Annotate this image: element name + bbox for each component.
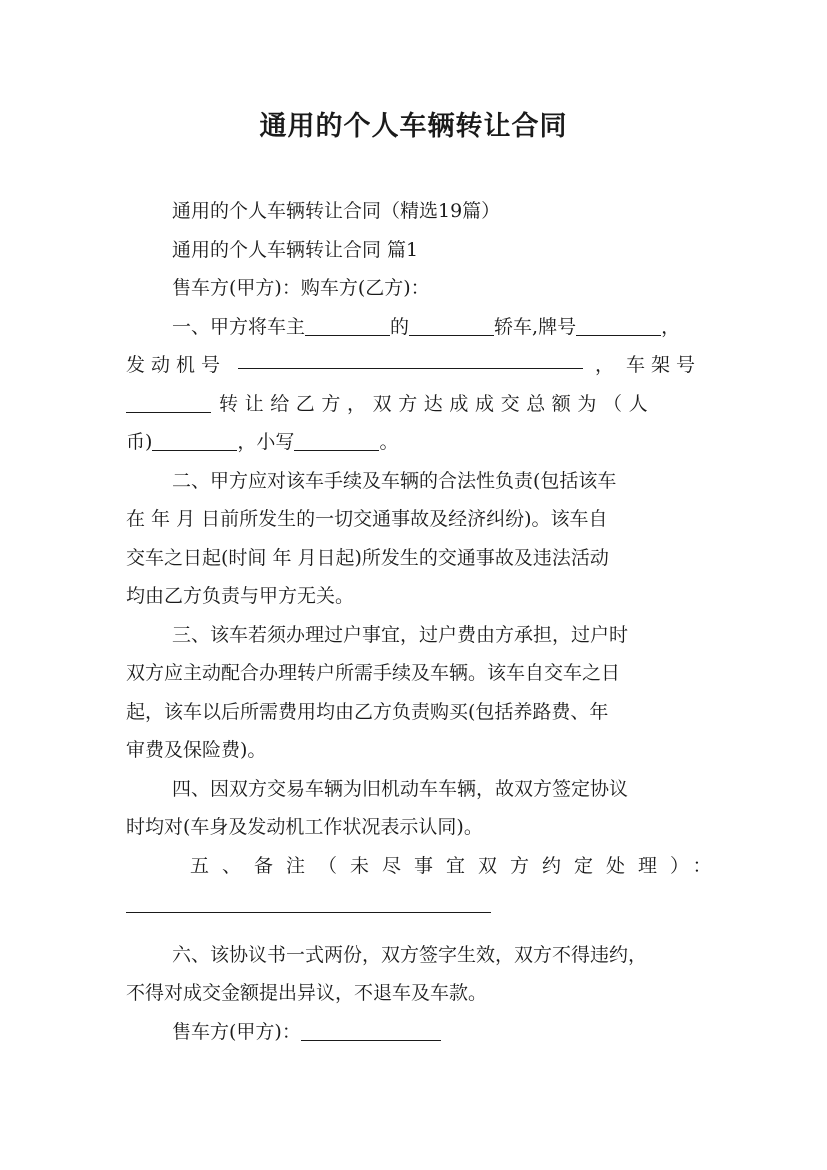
clause-1-line-3 [126,385,701,424]
clause-3-line-2: 双方应主动配合办理转户所需手续及车辆。该车自交车之日 [126,662,621,684]
clause-6-line-2: 不得对成交金额提出异议，不退车及车款。 [126,982,488,1004]
remarks-blank [126,890,491,913]
clause-1-text-b: 的 [390,315,410,338]
owner-blank [305,313,390,336]
clause-1-line-2 [126,346,701,385]
clause-1-line-4 [126,423,701,462]
small-label: ，小写 [237,431,295,453]
clause-3-line-4: 审费及保险费)。 [126,739,267,761]
clause-3-line-3: 起，该车以后所需费用均由乙方负责购买(包括养路费、年 [126,700,609,723]
seller-signature-line [126,1013,701,1052]
engine-number-blank [238,346,583,369]
rmb-label: 币) [126,431,153,453]
seller-signature-blank [301,1018,441,1041]
clause-2-line-4: 均由乙方负责与甲方无关。 [126,585,355,607]
amount-small-blank [294,428,379,451]
clause-3-line-1: 三、该车若须办理过户事宜，过户费由方承担，过户时 [172,623,629,646]
frame-number-blank [126,390,211,413]
clause-1-line-1 [126,308,701,347]
clause-2-line-3: 交车之日起(时间 年 月日起)所发生的交通事故及违法活动 [126,546,609,569]
clause-5-line-2 [126,885,701,924]
clause-6-line-1: 六、该协议书一式两份，双方签字生效，双方不得违约， [172,943,648,966]
clause-1-text-d: ， [661,315,681,338]
clause-5-line-1 [126,847,725,886]
frame-label: 车架号 [625,354,701,376]
plate-blank [576,313,661,336]
clause-2-line-1: 二、甲方应对该车手续及车辆的合法性负责(包括该车 [172,469,617,492]
chapter-heading: 通用的个人车辆转让合同 篇1 [172,238,419,261]
clause-4-line-2: 时均对(车身及发动机工作状况表示认同)。 [126,816,483,838]
seller-label: 售车方(甲方)： [172,1020,301,1043]
clause-1-text-c: 轿车,牌号 [494,315,577,338]
document-body [126,192,725,1051]
car-model-blank [409,313,494,336]
document-title: 通用的个人车辆转让合同 [259,111,568,142]
clause-2-line-2: 在 年 月 日前所发生的一切交通事故及经济纠纷)。该车自 [126,508,608,530]
clause-1-end: 。 [379,431,399,453]
clause-1-text-a: 一、甲方将车主 [172,315,306,338]
clause-1-transfer: 转让给乙方，双方达成成交总额为（人 [219,392,655,415]
engine-label: 发动机号 [126,354,227,376]
clause-4-line-1: 四、因双方交易车辆为旧机动车车辆，故双方签定协议 [172,777,629,800]
clause-1-comma: ， [594,354,614,376]
clause-5-text: 五、备注（未尽事宜双方约定处理）： [190,854,725,877]
amount-blank [152,428,237,451]
parties-line: 售车方(甲方)：购车方(乙方)： [172,277,430,299]
subtitle: 通用的个人车辆转让合同（精选19篇） [172,200,501,222]
